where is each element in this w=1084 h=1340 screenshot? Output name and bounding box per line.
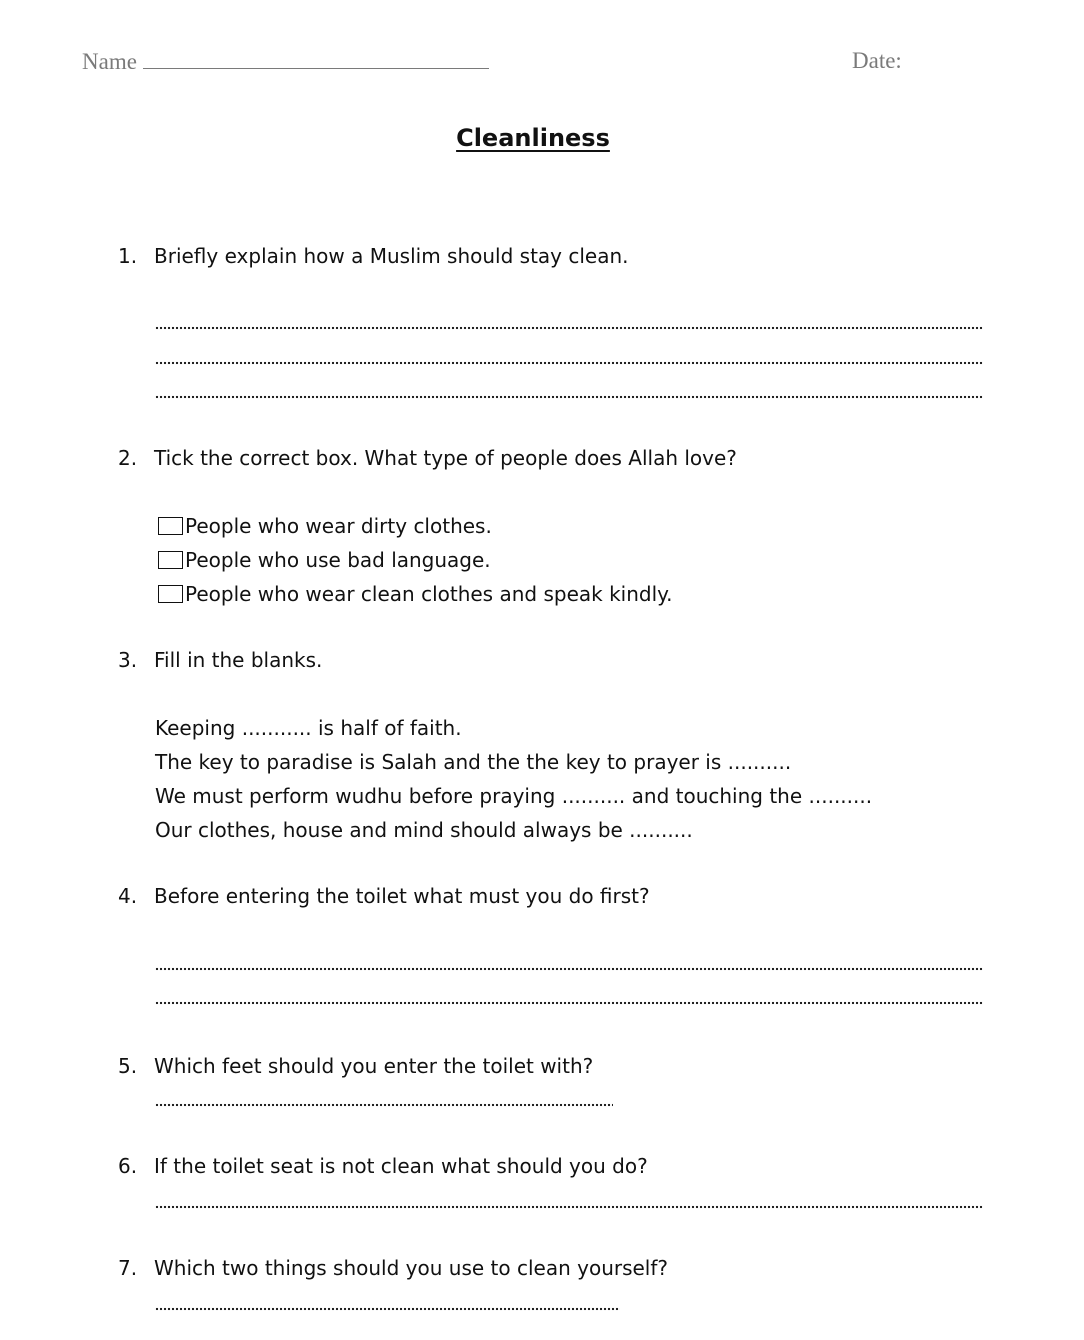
question-1 <box>118 244 629 268</box>
answer-line[interactable] <box>155 1001 983 1005</box>
question-number: 3. <box>118 648 138 672</box>
question-text: Briefly explain how a Muslim should stay clean. <box>154 244 629 268</box>
question-number: 6. <box>118 1154 138 1178</box>
tick-box[interactable] <box>158 585 183 603</box>
answer-line[interactable] <box>155 395 983 399</box>
question-text: Before entering the toilet what must you do first? <box>154 884 650 908</box>
answer-line[interactable] <box>155 1103 613 1107</box>
name-label: Name <box>82 49 137 74</box>
answer-line[interactable] <box>155 361 983 365</box>
answer-line[interactable] <box>155 1307 620 1311</box>
question-number: 4. <box>118 884 138 908</box>
option-label: People who use bad language. <box>185 548 491 572</box>
date-label: Date: <box>852 48 902 73</box>
option-row[interactable] <box>158 548 491 572</box>
option-row[interactable] <box>158 514 492 538</box>
blank-sentence[interactable]: Our clothes, house and mind should always be .......... <box>155 818 693 842</box>
blank-sentence[interactable]: The key to paradise is Salah and the the key to prayer is .......... <box>155 750 792 774</box>
question-number: 7. <box>118 1256 138 1280</box>
question-text: If the toilet seat is not clean what should you do? <box>154 1154 648 1178</box>
question-number: 1. <box>118 244 138 268</box>
question-2 <box>118 446 737 470</box>
tick-box[interactable] <box>158 517 183 535</box>
name-line[interactable] <box>143 48 489 69</box>
question-4 <box>118 884 650 908</box>
question-7 <box>118 1256 668 1280</box>
option-label: People who wear clean clothes and speak kindly. <box>185 582 673 606</box>
answer-line[interactable] <box>155 326 983 330</box>
name-field[interactable] <box>82 48 489 75</box>
question-text: Which feet should you enter the toilet with? <box>154 1054 594 1078</box>
question-text: Tick the correct box. What type of people does Allah love? <box>154 446 737 470</box>
question-5 <box>118 1054 593 1078</box>
option-row[interactable] <box>158 582 672 606</box>
blank-sentence[interactable]: Keeping ........... is half of faith. <box>155 716 462 740</box>
answer-line[interactable] <box>155 967 983 971</box>
question-number: 2. <box>118 446 138 470</box>
worksheet-title: Cleanliness <box>456 124 610 152</box>
option-label: People who wear dirty clothes. <box>185 514 492 538</box>
blank-sentence[interactable]: We must perform wudhu before praying .......... and touching the .......... <box>155 784 873 808</box>
answer-line[interactable] <box>155 1205 983 1209</box>
question-number: 5. <box>118 1054 138 1078</box>
tick-box[interactable] <box>158 551 183 569</box>
question-text: Which two things should you use to clean yourself? <box>154 1256 669 1280</box>
question-6 <box>118 1154 648 1178</box>
question-3 <box>118 648 322 672</box>
question-text: Fill in the blanks. <box>154 648 323 672</box>
